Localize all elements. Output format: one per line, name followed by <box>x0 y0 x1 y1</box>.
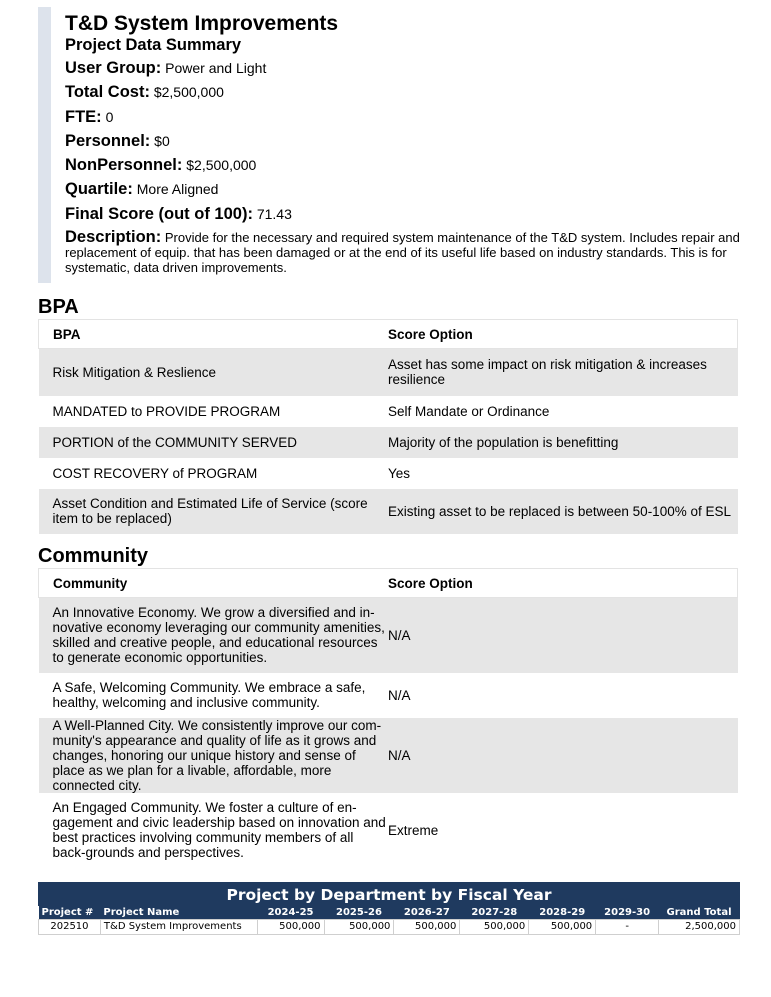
table-row <box>39 427 738 458</box>
user-group-field <box>65 59 266 77</box>
fiscal-year-table-block <box>38 882 740 935</box>
table-cell: Yes <box>388 458 737 489</box>
table-cell: A Safe, Welcoming Community. We embrace a safe, healthy, welcoming and inclusive community. <box>39 673 389 718</box>
table-cell: 500,000 <box>324 920 394 935</box>
column-header: Grand Total <box>659 906 740 920</box>
column-header: Project Name <box>100 906 257 920</box>
field-label: Final Score (out of 100): <box>65 205 253 223</box>
table-cell: Extreme <box>388 793 737 868</box>
table-cell: An Engaged Community. We foster a culture of en-gagement and civic leadership based on innovation and best practices involving community members of all back-grounds and perspectives. <box>39 793 389 868</box>
description <box>65 230 740 275</box>
field-value: Power and Light <box>165 60 267 76</box>
table-cell: Risk Mitigation & Reslience <box>39 349 389 396</box>
table-row <box>39 489 738 534</box>
column-header: 2026-27 <box>394 906 460 920</box>
personnel-field <box>65 132 170 150</box>
table-row <box>39 673 738 718</box>
field-label: Personnel: <box>65 132 151 150</box>
table-row <box>39 349 738 396</box>
table-cell: COST RECOVERY of PROGRAM <box>39 458 389 489</box>
field-value: $2,500,000 <box>153 84 224 100</box>
column-header: BPA <box>39 320 389 349</box>
column-header: Project # <box>39 906 101 920</box>
table-cell: 500,000 <box>460 920 529 935</box>
bpa-section-title: BPA <box>38 296 79 318</box>
table-cell: T&D System Improvements <box>100 920 257 935</box>
field-label: NonPersonnel: <box>65 156 183 174</box>
column-header: 2024-25 <box>257 906 324 920</box>
column-header: Score Option <box>388 569 737 598</box>
table-cell: Asset Condition and Estimated Life of Service (score item to be replaced) <box>39 489 389 534</box>
table-row <box>39 396 738 427</box>
table-cell: N/A <box>388 718 737 793</box>
field-value: 71.43 <box>256 206 292 222</box>
quartile-field <box>65 180 218 198</box>
field-label: Total Cost: <box>65 83 150 101</box>
field-label: FTE: <box>65 108 102 126</box>
column-header: 2028-29 <box>529 906 596 920</box>
project-summary <box>38 7 738 283</box>
table-cell: A Well-Planned City. We consistently improve our com-munity's appearance and quality of life as it grows and changes, honoring our unique history and sense of place as we plan for a livable, affordable, more connected city. <box>39 718 389 793</box>
table-header-row <box>39 320 738 349</box>
table-row <box>39 793 738 868</box>
column-header: 2029-30 <box>596 906 659 920</box>
project-title: T&D System Improvements <box>65 12 339 35</box>
table-row <box>39 920 740 935</box>
table-cell: 500,000 <box>394 920 460 935</box>
table-cell: 500,000 <box>529 920 596 935</box>
bpa-table <box>38 319 738 534</box>
table-cell: 202510 <box>39 920 101 935</box>
table-header-row <box>39 569 738 598</box>
table-cell: Existing asset to be replaced is between 50-100% of ESL <box>388 489 737 534</box>
description-text: Provide for the necessary and required system maintenance of the T&D system. Includes repair and replacement of equip. that has been damaged or at the end of its useful life based on industry standards. This is for systematic, data driven improvements. <box>65 230 740 275</box>
fte-field <box>65 108 113 126</box>
column-header: Community <box>39 569 389 598</box>
table-cell: N/A <box>388 598 737 673</box>
field-label: Quartile: <box>65 180 133 198</box>
table-cell: Majority of the population is benefitting <box>388 427 737 458</box>
table-row <box>39 718 738 793</box>
table-cell: Self Mandate or Ordinance <box>388 396 737 427</box>
summary-subtitle: Project Data Summary <box>65 36 242 54</box>
table-cell: - <box>596 920 659 935</box>
table-cell: An Innovative Economy. We grow a diversified and in-novative economy leveraging our community amenities, skilled and creative people, and educational resources to generate economic opportunities. <box>39 598 389 673</box>
table-cell: MANDATED to PROVIDE PROGRAM <box>39 396 389 427</box>
table-cell: 2,500,000 <box>659 920 740 935</box>
column-header: Score Option <box>388 320 737 349</box>
fiscal-table <box>38 906 740 935</box>
table-cell: 500,000 <box>257 920 324 935</box>
community-table <box>38 568 738 868</box>
table-cell: PORTION of the COMMUNITY SERVED <box>39 427 389 458</box>
community-section-title: Community <box>38 545 148 567</box>
table-cell: N/A <box>388 673 737 718</box>
field-value: More Aligned <box>136 181 219 197</box>
field-label: User Group: <box>65 59 162 77</box>
total-cost-field <box>65 83 224 101</box>
nonpersonnel-field <box>65 156 256 174</box>
table-header-row <box>39 906 740 920</box>
column-header: 2025-26 <box>324 906 394 920</box>
field-value: $0 <box>154 133 170 149</box>
table-row <box>39 458 738 489</box>
column-header: 2027-28 <box>460 906 529 920</box>
table-row <box>39 598 738 673</box>
table-cell: Asset has some impact on risk mitigation & increases resilience <box>388 349 737 396</box>
final-score-field <box>65 205 292 223</box>
field-value: $2,500,000 <box>186 157 257 173</box>
field-value: 0 <box>105 109 114 125</box>
fiscal-table-title: Project by Department by Fiscal Year <box>38 882 740 906</box>
description-label: Description: <box>65 228 162 246</box>
